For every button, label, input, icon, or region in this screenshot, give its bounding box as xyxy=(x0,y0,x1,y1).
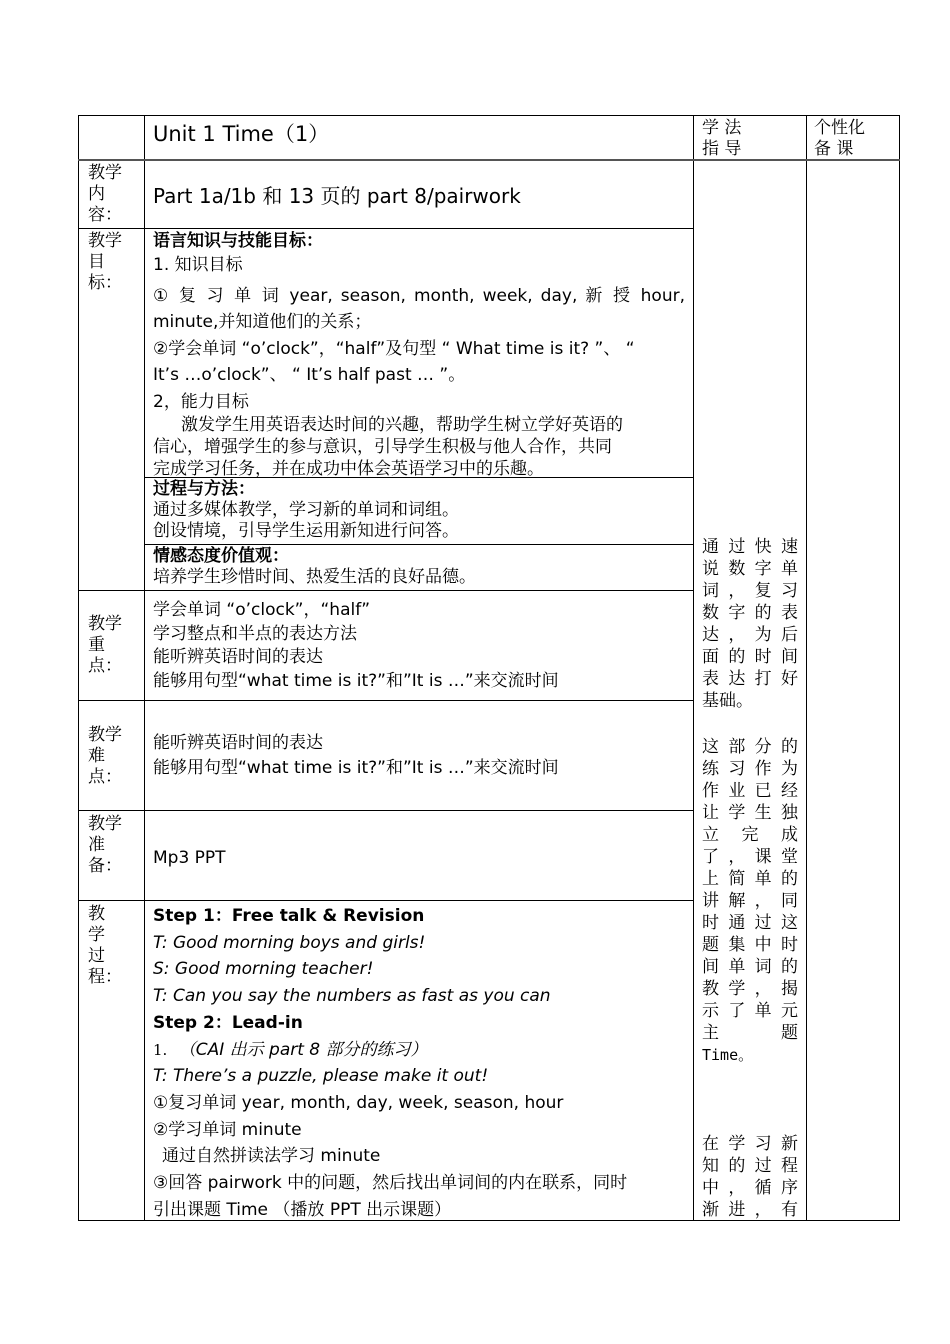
teaching-process xyxy=(153,903,685,1223)
process-line: ③回答 pairwork 中的问题，然后找出单词间的内在联系，同时 xyxy=(153,1173,628,1194)
process-line: 通过自然拼读法学习 minute xyxy=(162,1146,381,1167)
process-line: ②学习单词 minute xyxy=(153,1119,302,1140)
label-process: 教 学 过 程： xyxy=(88,904,122,987)
guide-header-line: 学 法 xyxy=(702,118,742,138)
key-point: 学习整点和半点的表达方法 xyxy=(153,623,357,644)
column-divider xyxy=(144,115,145,1221)
key-points xyxy=(153,599,559,693)
step-heading: Step 2：Lead-in xyxy=(153,1012,303,1033)
difficulty-point: 能够用句型“what time is it?”和”It is …”来交流时间 xyxy=(153,758,559,778)
guide-note-2: 这部分的 练习作为 作业已经 让学生独 立 完 成 了，课堂 上简单的 讲解，同 时通过这 题集中时 间单词的 教学，揭 示了单元 主 题 Time。 xyxy=(702,737,798,1064)
prep-text: Mp3 PPT xyxy=(153,848,226,868)
row-divider xyxy=(78,590,693,591)
label-content: 教学 内 容： xyxy=(88,163,122,225)
goals-emotion xyxy=(153,546,476,588)
process-heading: 过程与方法： xyxy=(153,479,255,499)
content-text: Part 1a/1b 和 13 页的 part 8/pairwork xyxy=(153,184,521,208)
knowledge-sub: 1. 知识目标 xyxy=(153,255,243,275)
key-point: 学会单词 “o’clock”，“half” xyxy=(153,600,370,620)
guide-header xyxy=(702,118,741,160)
dialogue-line: T: Can you say the numbers as fast as you can xyxy=(153,986,551,1007)
row-divider xyxy=(78,810,693,811)
column-divider xyxy=(693,115,694,1221)
goal-item: ②学会单词 “o’clock”，“half”及句型 “ What time is it? ”、 “ xyxy=(153,339,635,359)
key-point: 能听辨英语时间的表达 xyxy=(153,647,323,667)
dialogue-line: T: There’s a puzzle, please make it out! xyxy=(153,1066,489,1087)
ability-line: 信心，增强学生的参与意识，引导学生积极与他人合作，共同 xyxy=(153,437,612,457)
process-text: （CAI 出示 part 8 部分的练习） xyxy=(178,1039,428,1060)
process-line: 创设情境，引导学生运用新知进行问答。 xyxy=(153,521,459,541)
ability-line: 完成学习任务，并在成功中体会英语学习中的乐趣。 xyxy=(153,459,544,479)
dialogue-line: T: Good morning boys and girls! xyxy=(153,932,426,953)
knowledge-heading: 语言知识与技能目标： xyxy=(153,231,323,251)
ability-line: 激发学生用英语表达时间的兴趣，帮助学生树立学好英语的 xyxy=(181,415,623,435)
process-line: 通过多媒体教学，学习新的单词和词组。 xyxy=(153,500,459,520)
difficulty-points xyxy=(153,731,559,781)
step-heading: Step 1：Free talk & Revision xyxy=(153,906,425,926)
key-point: 能够用句型“what time is it?”和”It is …”来交流时间 xyxy=(153,670,559,691)
personal-header xyxy=(814,118,865,160)
label-difficulty: 教学 难 点： xyxy=(88,725,122,787)
goal-item: It’s …o’clock”、 “ It’s half past … ”。 xyxy=(153,365,466,385)
emotion-heading: 情感态度价值观： xyxy=(153,546,289,566)
emotion-line: 培养学生珍惜时间、热爱生活的良好品德。 xyxy=(153,567,476,587)
dialogue-line: S: Good morning teacher! xyxy=(153,959,374,980)
unit-title: Unit 1 Time（1） xyxy=(153,122,330,146)
goal-item: minute,并知道他们的关系； xyxy=(153,312,372,332)
process-line: ①复习单词 year, month, day, week, season, hour xyxy=(153,1092,564,1113)
guide-note-3: 在学习新 知的过程 中，循序 渐进，有 xyxy=(702,1134,798,1220)
process-line xyxy=(153,1037,685,1064)
personal-header-line: 个性化 xyxy=(814,118,865,138)
difficulty-point: 能听辨英语时间的表达 xyxy=(153,733,323,753)
process-line: 引出课题 Time （播放 PPT 出示课题） xyxy=(153,1199,452,1220)
label-key-points: 教学 重 点： xyxy=(88,614,122,676)
column-divider xyxy=(806,115,807,1221)
guide-header-line: 指 导 xyxy=(702,139,742,159)
row-divider xyxy=(78,159,900,161)
goals-process xyxy=(153,479,459,542)
guide-note-1: 通过快速 说数字单 词，复习 数字的表 达，为后 面的时间 表达打好 基础。 xyxy=(702,537,798,711)
label-goals: 教学 目 标： xyxy=(88,231,122,293)
label-prep: 教学 准 备： xyxy=(88,814,122,876)
goal-item: ① 复 习 单 词 year, season, month, week, day, 新 授 hour, xyxy=(153,286,685,306)
goals-knowledge xyxy=(153,229,685,480)
list-number: 1. xyxy=(153,1040,168,1059)
personal-header-line: 备 课 xyxy=(814,139,854,159)
ability-sub: 2，能力目标 xyxy=(153,392,249,412)
row-divider xyxy=(78,900,693,901)
row-divider xyxy=(144,544,693,545)
row-divider xyxy=(78,700,693,701)
